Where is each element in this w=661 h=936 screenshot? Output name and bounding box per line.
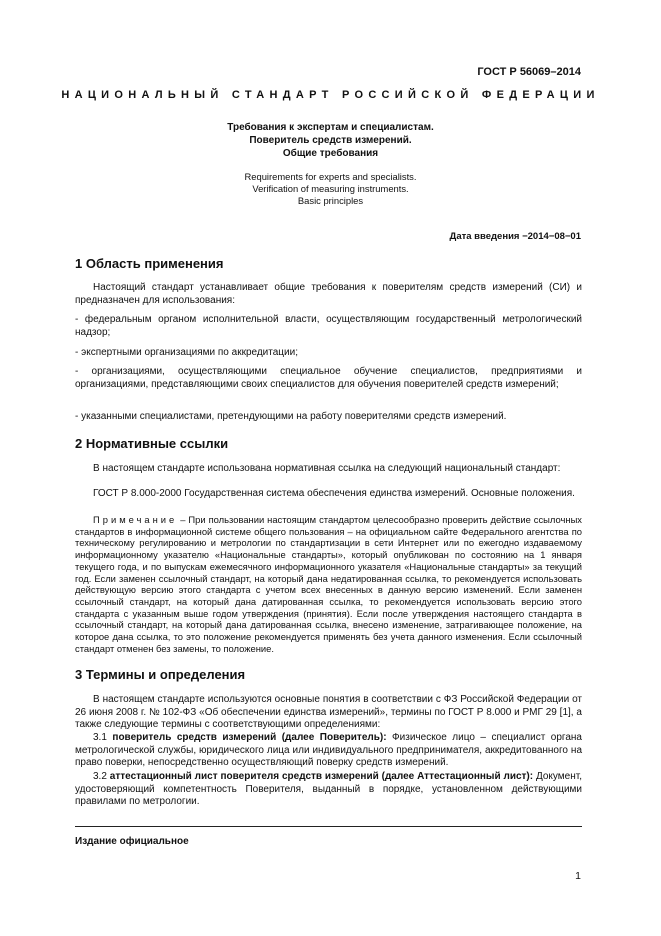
footer-divider: [75, 826, 582, 827]
section-3-heading: 3 Термины и определения: [75, 667, 246, 682]
official-edition-label: Издание официальное: [75, 836, 189, 847]
term-definition: [75, 732, 582, 770]
section-1-heading: 1 Область применения: [75, 256, 224, 271]
section-1-intro: Настоящий стандарт устанавливает общие требования к поверителям средств измерений (СИ) и предназначен для использования:: [75, 282, 582, 306]
term-number: 3.2: [93, 771, 107, 782]
russian-title-line: Поверитель средств измерений.: [249, 135, 412, 146]
section-2-heading: 2 Нормативные ссылки: [75, 436, 229, 451]
section-3-intro: В настоящем стандарте используются основные понятия в соответствии с ФЗ Российской Федерации от 26 июня 2008 г. № 102-ФЗ «Об обеспечении единства измерений», термины по ГОСТ Р 8.000 и РМГ 29 [1], а также следующие термины с соответствующими определениями:: [75, 694, 582, 731]
term-text: Физическое лицо – специалист органа метрологической службы, юридического лица или индивидуального предпринимателя, аккредитованного на право поверки, непосредственно осуществляющий поверку средств измерений.: [75, 732, 582, 769]
russian-title-line: Требования к экспертам и специалистам.: [227, 122, 434, 133]
scope-list-item: - федеральным органом исполнительной власти, осуществляющим государственный метрологический надзор;: [75, 314, 582, 338]
note-label: Примечание: [93, 514, 178, 525]
scope-list-item: - экспертными организациями по аккредитации;: [75, 347, 298, 358]
section-2-note: [75, 514, 582, 654]
english-title-line: Basic principles: [297, 195, 364, 206]
national-standard-title: НАЦИОНАЛЬНЫЙ СТАНДАРТ РОССИЙСКОЙ ФЕДЕРАЦИИ: [61, 89, 600, 101]
page-number: 1: [575, 870, 581, 882]
english-title: [60, 171, 601, 207]
term-number: 3.1: [93, 732, 107, 743]
russian-title: [60, 121, 601, 160]
english-title-line: Requirements for experts and specialists.: [244, 171, 417, 182]
term-name: поверитель средств измерений (далее Поверитель):: [112, 732, 387, 743]
document-code: ГОСТ Р 56069–2014: [477, 66, 581, 78]
english-title-line: Verification of measuring instruments.: [252, 183, 409, 194]
scope-list-item: - указанными специалистами, претендующими на работу поверителями средств измерений.: [75, 411, 507, 422]
section-2-intro: В настоящем стандарте использована нормативная ссылка на следующий национальный стандарт:: [93, 463, 561, 474]
term-definition: [75, 771, 582, 809]
term-text: Документ, удостоверяющий компетентность Поверителя, выданный в порядке, установленном действующими правилами по метрологии.: [75, 771, 583, 808]
scope-list-item: - организациями, осуществляющими специальное обучение специалистов, предприятиями и организациями, представляющими своих специалистов для обучения поверителей средств измерений;: [75, 366, 582, 390]
normative-reference: ГОСТ Р 8.000-2000 Государственная система обеспечения единства измерений. Основные положения.: [93, 488, 575, 499]
introduction-date: Дата введения −2014−08−01: [449, 231, 581, 242]
term-name: аттестационный лист поверителя средств измерений (далее Аттестационный лист):: [109, 771, 534, 782]
russian-title-line: Общие требования: [282, 148, 379, 159]
note-text: – При пользовании настоящим стандартом целесообразно проверить действие ссылочных стандартов в информационной системе общего пользования – на официальном сайте Федерального агентства по техническому регулированию и метрологии по стандартизации в сети Интернет или по ежегодно издаваемому информационному указателю «Национальные стандарты», который опубликован по состоянию на 1 января текущего года, и по выпускам ежемесячного информационного указателя «Национальные стандарты» за текущий год. Если заменен ссылочный стандарт, на который дана недатированная ссылка, то рекомендуется использовать действующую версию этого стандарта с учетом всех внесенных в данную версию изменений. Если заменен ссылочный стандарт, на который дана датированная ссылка, то рекомендуется использовать версию этого стандарта с указанным выше годом утверждения (принятия). Если после утверждения настоящего стандарта в ссылочный стандарт, на который дана датированная ссылка, внесено изменение, затрагивающее положение, на которое дана ссылка, то это положение рекомендуется применять без учета данного изменения. Если ссылочный стандарт отменен без замены, то положение.: [75, 514, 582, 654]
